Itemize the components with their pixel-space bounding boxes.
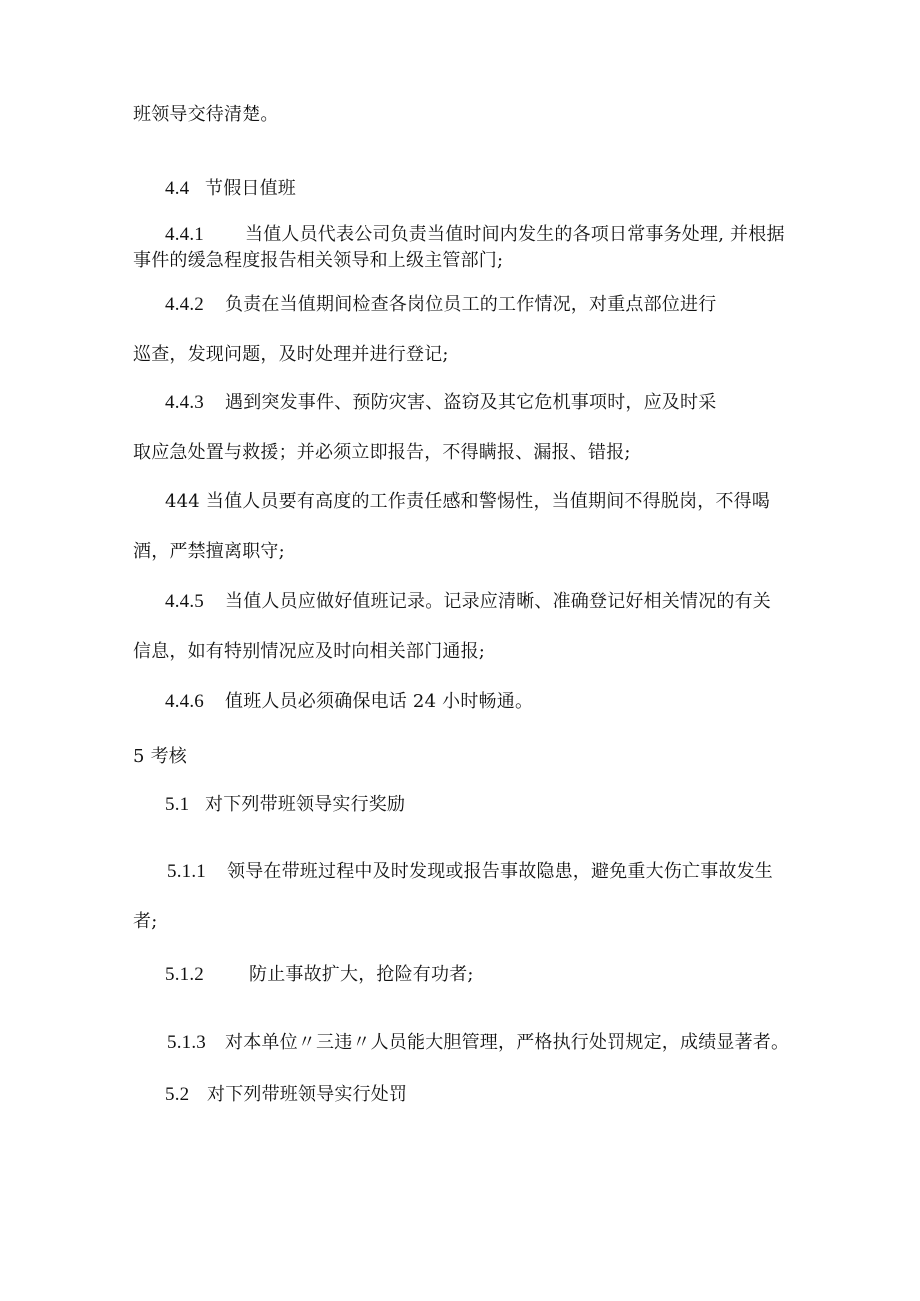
- item-5-1-2: [165, 963, 474, 987]
- item-number: 4.4.3: [165, 392, 204, 413]
- item-5-1-1-line1: [167, 860, 773, 884]
- item-text: 值班人员必须确保电话 24 小时畅通。: [225, 691, 534, 712]
- paragraph-line: 班领导交待清楚。: [133, 104, 279, 125]
- section-heading-5-1: [165, 793, 405, 817]
- section-number: 5.2: [165, 1084, 190, 1105]
- section-number: 4.4: [165, 178, 190, 199]
- item-5-1-3: [167, 1031, 789, 1055]
- section-number: 5.1: [165, 794, 190, 815]
- section-heading-4-4: [165, 177, 296, 201]
- item-text: 当值人员代表公司负责当值时间内发生的各项日常事务处理, 并根据: [245, 224, 785, 245]
- item-4-4-4-line1: 444 当值人员要有高度的工作责任感和警惕性，当值期间不得脱岗，不得喝: [165, 491, 771, 512]
- item-4-4-5-line2: 信息，如有特别情况应及时向相关部门通报;: [133, 641, 486, 662]
- item-4-4-3-line2: 取应急处置与救援；并必须立即报告，不得瞒报、漏报、错报;: [133, 442, 631, 463]
- item-number: 4.4.2: [165, 294, 204, 315]
- item-number: 5.1.1: [167, 861, 206, 882]
- item-text: 遇到突发事件、预防灾害、盗窃及其它危机事项时，应及时采: [225, 392, 717, 413]
- item-text: 当值人员应做好值班记录。记录应清晰、准确登记好相关情况的有关: [225, 591, 771, 612]
- item-text: 领导在带班过程中及时发现或报告事故隐患，避免重大伤亡事故发生: [227, 861, 773, 882]
- section-heading-5: 5 考核: [133, 746, 187, 767]
- item-4-4-2-line2: 巡查，发现问题，及时处理并进行登记;: [133, 344, 449, 365]
- item-4-4-6: [165, 690, 533, 714]
- item-4-4-3-line1: [165, 391, 716, 415]
- item-4-4-1-line1: [165, 223, 785, 247]
- item-text: 防止事故扩大，抢险有功者;: [249, 964, 474, 985]
- item-4-4-1-line2: 事件的缓急程度报告相关领导和上级主管部门;: [133, 250, 504, 271]
- item-5-1-1-line2: 者;: [133, 911, 158, 932]
- item-4-4-2-line1: [165, 293, 716, 317]
- item-number: 4.4.1: [165, 224, 204, 245]
- item-number: 4.4.5: [165, 591, 204, 612]
- item-number: 4.4.6: [165, 691, 204, 712]
- item-text: 负责在当值期间检查各岗位员工的工作情况，对重点部位进行: [225, 294, 717, 315]
- item-number: 5.1.3: [167, 1032, 206, 1053]
- item-text: 对本单位〃三违〃人员能大胆管理，严格执行处罚规定，成绩显著者。: [225, 1032, 790, 1053]
- section-title: 对下列带班领导实行处罚: [207, 1084, 408, 1105]
- section-title: 节假日值班: [205, 178, 296, 199]
- item-4-4-5-line1: [165, 590, 771, 614]
- item-number: 5.1.2: [165, 964, 204, 985]
- item-4-4-4-line2: 酒，严禁擅离职守;: [133, 541, 285, 562]
- section-heading-5-2: [165, 1083, 407, 1107]
- section-title: 对下列带班领导实行奖励: [205, 794, 406, 815]
